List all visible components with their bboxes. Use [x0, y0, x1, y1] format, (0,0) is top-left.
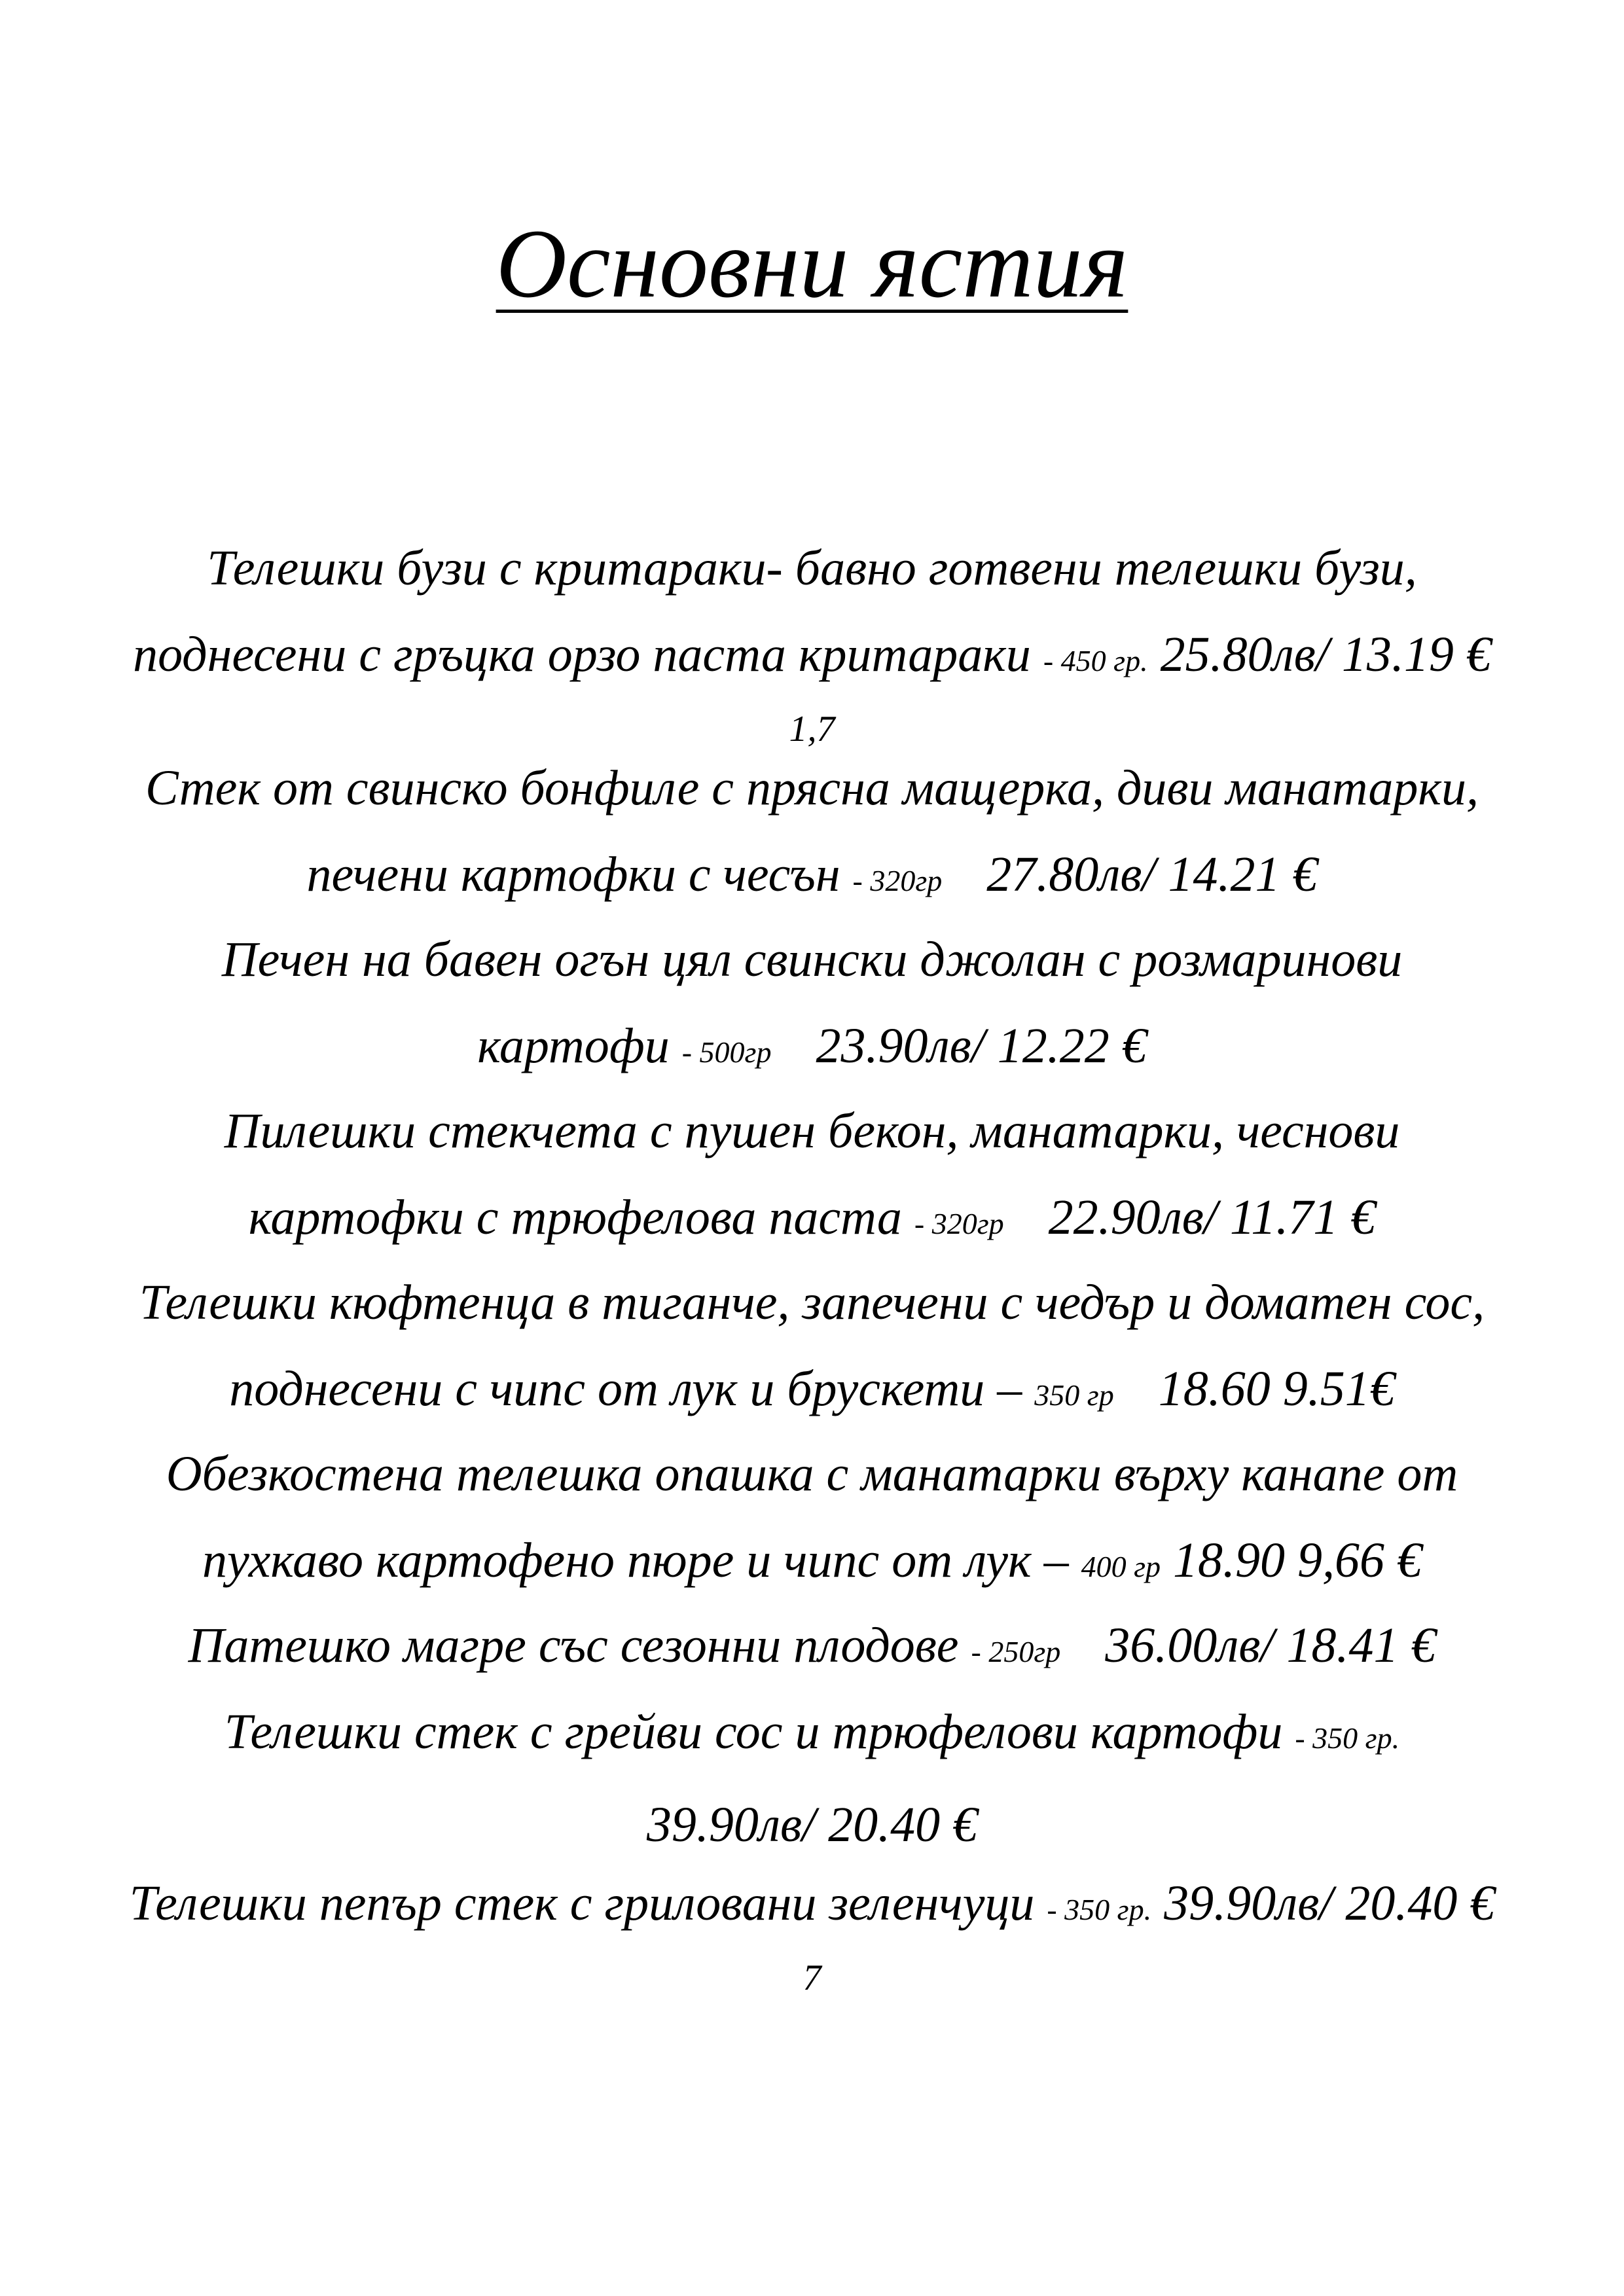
item-description-line: [26, 1174, 1598, 1267]
menu-item-pepper-steak: [26, 1860, 1598, 2003]
page-title: Основни ястия: [496, 209, 1128, 318]
item-price: 36.00лв/ 18.41 €: [1105, 1618, 1436, 1673]
item-price: 27.80лв/ 14.21 €: [986, 847, 1318, 902]
item-description-line: Стек от свинско бонфиле с прясна мащерка, диви манатарки,: [145, 761, 1479, 816]
menu-item-veal-meatballs: [26, 1259, 1598, 1439]
item-weight: 400 гр: [1081, 1550, 1161, 1583]
item-description: поднесени с гръцка орзо паста критараки: [133, 627, 1031, 682]
menu-item-chicken-steaks: [26, 1088, 1598, 1267]
item-description: печени картофки с чесън: [306, 847, 840, 902]
menu-item-pork-fillet-steak: [26, 745, 1598, 924]
item-weight: - 450 гр.: [1043, 644, 1148, 677]
item-weight: 350 гр: [1034, 1378, 1114, 1412]
item-weight: - 500гр: [681, 1035, 772, 1069]
item-description: пухкаво картофено пюре и чипс от лук –: [202, 1533, 1069, 1588]
menu-item-duck-magret: [26, 1602, 1598, 1695]
item-description-line: [26, 1860, 1598, 1953]
item-price: 23.90лв/ 12.22 €: [816, 1018, 1147, 1073]
item-allergens: 7: [803, 1958, 821, 1998]
item-description: Патешко магре със сезонни плодове: [188, 1618, 959, 1673]
item-description: Телешки стек с грейви сос и трюфелови картофи: [224, 1704, 1283, 1759]
item-description-line: [26, 1602, 1598, 1695]
item-description-line: [26, 1003, 1598, 1096]
item-description: Телешки пепър стек с гриловани зеленчуци: [129, 1876, 1035, 1931]
item-description-line: Пилешки стекчета с пушен бекон, манатарки, чеснови: [224, 1103, 1400, 1158]
item-price: 18.60 9.51€: [1158, 1361, 1395, 1416]
item-weight: - 350 гр.: [1047, 1893, 1152, 1926]
menu-item-pork-knuckle: [26, 916, 1598, 1096]
item-description: поднесени с чипс от лук и брускети –: [229, 1361, 1022, 1416]
item-description-line: Телешки бузи с критараки- бавно готвени телешки бузи,: [207, 541, 1417, 596]
item-price: 25.80лв/ 13.19 €: [1160, 627, 1491, 682]
item-description-line: [26, 1689, 1598, 1782]
item-description-line: [26, 1517, 1598, 1610]
item-weight: - 350 гр.: [1295, 1721, 1400, 1755]
item-description: картофи: [477, 1018, 670, 1073]
item-weight: - 320гр: [852, 864, 943, 897]
item-allergens: 1,7: [789, 709, 835, 749]
item-description-line: [26, 831, 1598, 924]
item-price: 22.90лв/ 11.71 €: [1048, 1190, 1376, 1245]
item-price: 39.90лв/ 20.40 €: [646, 1797, 978, 1852]
item-description-line: [26, 1346, 1598, 1439]
item-price: 39.90лв/ 20.40 €: [1164, 1876, 1495, 1931]
item-price: 18.90 9,66 €: [1173, 1533, 1422, 1588]
menu-item-veal-tail: [26, 1431, 1598, 1610]
item-description-line: Печен на бавен огън цял свински джолан с розмаринови: [221, 932, 1403, 987]
item-description-line: Телешки кюфтенца в тиганче, запечени с чедър и доматен сос,: [139, 1275, 1485, 1330]
item-description: картофки с трюфелова паста: [248, 1190, 902, 1245]
item-description-line: Обезкостена телешка опашка с манатарки върху канапе от: [166, 1446, 1458, 1501]
menu-item-veal-cheeks: [26, 525, 1598, 754]
item-description-line: [26, 611, 1598, 704]
menu-item-veal-steak-gravy: [26, 1689, 1598, 1868]
item-weight: - 250гр: [971, 1635, 1061, 1668]
item-weight: - 320гр: [914, 1207, 1004, 1240]
